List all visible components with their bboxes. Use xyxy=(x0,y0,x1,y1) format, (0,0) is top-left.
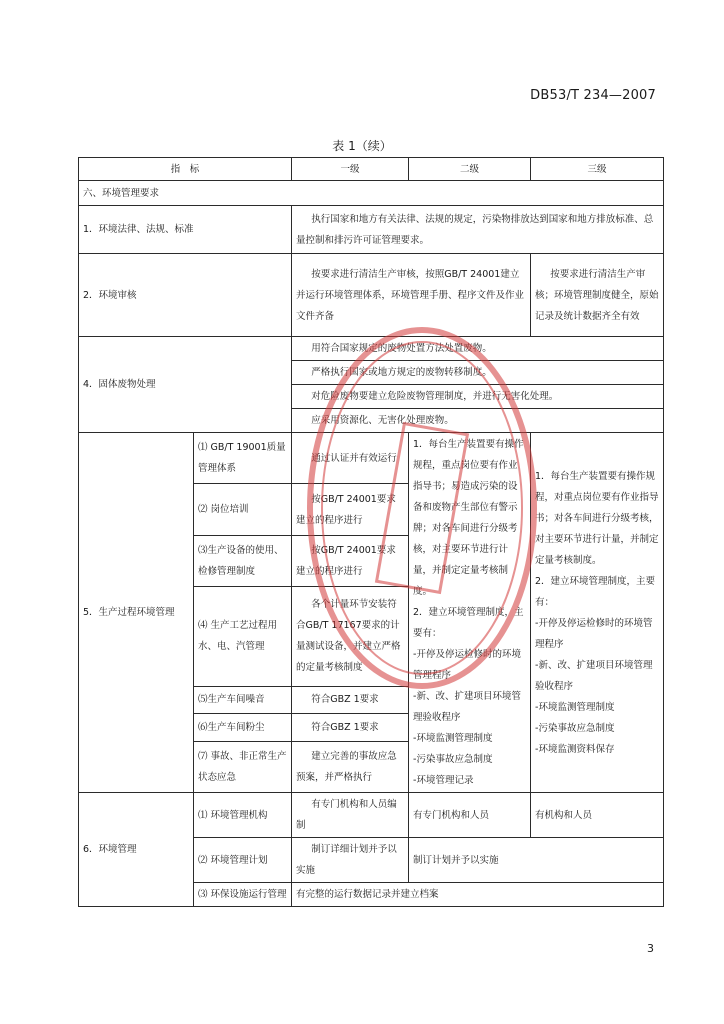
process-l3-line: -新、改、扩建项目环境管理验收程序 xyxy=(535,659,653,692)
table-row xyxy=(79,793,664,838)
process-sub-l1: 建立完善的事故应急预案，并严格执行 xyxy=(292,741,409,792)
row-content-audit-l3: 按要求进行清洁生产审核；环境管理制度健全，原始记录及统计数据齐全有效 xyxy=(531,254,664,337)
row-content-audit-l12: 按要求进行清洁生产审核，按照GB/T 24001建立并运行环境管理体系，环境管理手册、程序文件及作业文件齐备 xyxy=(292,254,531,337)
process-l3-line: -环境监测管理制度 xyxy=(535,701,615,713)
row-label-law: 1．环境法律、法规、标准 xyxy=(79,206,292,254)
row-label-solid: 4．固体废物处理 xyxy=(79,337,292,433)
section-row xyxy=(79,181,664,206)
page-number: 3 xyxy=(647,942,654,955)
solid-item: 用符合国家规定的废物处置方法处置废物。 xyxy=(292,337,664,361)
process-sub-label: ⑷ 生产工艺过程用水、电、汽管理 xyxy=(194,587,292,686)
process-sub-label: ⑵ 岗位培训 xyxy=(194,484,292,535)
process-l2-line: 1．每台生产装置要有操作规程，重点岗位要有作业指导书；易造成污染的设备和废物产生部位有警示牌；对各车间进行分级考核，对主要环节进行计量，并制定定量考核制度。 xyxy=(413,439,524,597)
process-sub-l1: 符合GBZ 1要求 xyxy=(292,714,409,741)
env-sub-l1: 制订详细计划并予以实施 xyxy=(292,838,409,883)
process-l3-line: 2．建立环境管理制度，主要有： xyxy=(535,575,656,608)
process-l2-line: -新、改、扩建项目环境管理验收程序 xyxy=(413,691,521,723)
process-sub-label: ⑴ GB/T 19001质量管理体系 xyxy=(194,433,292,484)
process-sub-l1: 符合GBZ 1要求 xyxy=(292,686,409,713)
process-l2-line: 2．建立环境管理制度，主要有： xyxy=(413,607,524,639)
document-number: DB53/T 234—2007 xyxy=(530,88,656,103)
process-l3-line: -污染事故应急制度 xyxy=(535,722,615,734)
header-level-1: 一级 xyxy=(292,158,409,181)
process-level2 xyxy=(409,433,531,793)
row-label-audit: 2．环境审核 xyxy=(79,254,292,337)
env-sub-label: ⑶ 环保设施运行管理 xyxy=(194,883,292,907)
env-sub-label: ⑵ 环境管理计划 xyxy=(194,838,292,883)
process-l3-line: -开停及停运检修时的环境管理程序 xyxy=(535,617,653,650)
process-l2-line: -环境监测管理制度 xyxy=(413,733,493,744)
table-header-row xyxy=(79,158,664,181)
process-l3-line: 1．每台生产装置要有操作规程，对重点岗位要有作业指导书；对各车间进行分级考核，对主要环节进行计量，并制定定量考核制度。 xyxy=(535,470,659,566)
env-sub-l3: 有机构和人员 xyxy=(531,793,664,838)
process-sub-l1: 通过认证并有效运行 xyxy=(292,433,409,484)
env-sub-all: 有完整的运行数据记录并建立档案 xyxy=(292,883,664,907)
env-sub-l23: 制订计划并予以实施 xyxy=(409,838,664,883)
table-row xyxy=(79,206,664,254)
row-label-process: 5．生产过程环境管理 xyxy=(79,433,194,793)
process-l2-line: -开停及停运检修时的环境管理程序 xyxy=(413,649,521,681)
process-l2-line: -污染事故应急制度 xyxy=(413,754,493,765)
process-l2-line: -环境管理记录 xyxy=(413,775,474,786)
table-row xyxy=(79,254,664,337)
process-sub-l1: 各个计量环节安装符合GB/T 17167要求的计量测试设备，并建立严格的定量考核制度 xyxy=(292,587,409,686)
header-level-2: 二级 xyxy=(409,158,531,181)
env-sub-label: ⑴ 环境管理机构 xyxy=(194,793,292,838)
indicator-table xyxy=(78,157,664,907)
process-sub-label: ⑶生产设备的使用、检修管理制度 xyxy=(194,535,292,586)
table-row xyxy=(79,433,664,484)
row-content-law: 执行国家和地方有关法律、法规的规定，污染物排放达到国家和地方排放标准、总量控制和排污许可证管理要求。 xyxy=(292,206,664,254)
env-sub-l1: 有专门机构和人员编制 xyxy=(292,793,409,838)
header-indicator: 指 标 xyxy=(79,158,292,181)
process-sub-l1: 按GB/T 24001要求建立的程序进行 xyxy=(292,484,409,535)
process-sub-label: ⑹生产车间粉尘 xyxy=(194,714,292,741)
process-level3 xyxy=(531,433,664,793)
process-sub-label: ⑺ 事故、非正常生产状态应急 xyxy=(194,741,292,792)
table-row xyxy=(79,337,664,361)
solid-item: 严格执行国家或地方规定的废物转移制度。 xyxy=(292,361,664,385)
process-l3-line: -环境监测资料保存 xyxy=(535,743,615,755)
process-sub-label: ⑸生产车间噪音 xyxy=(194,686,292,713)
process-sub-l1: 按GB/T 24001要求建立的程序进行 xyxy=(292,535,409,586)
header-level-3: 三级 xyxy=(531,158,664,181)
solid-item: 应采用资源化、无害化处理废物。 xyxy=(292,409,664,433)
solid-item: 对危险废物要建立危险废物管理制度，并进行无害化处理。 xyxy=(292,385,664,409)
section-title: 六、环境管理要求 xyxy=(79,181,664,206)
row-label-envmgmt: 6．环境管理 xyxy=(79,793,194,907)
env-sub-l2: 有专门机构和人员 xyxy=(409,793,531,838)
table-caption: 表 1（续） xyxy=(332,139,392,153)
